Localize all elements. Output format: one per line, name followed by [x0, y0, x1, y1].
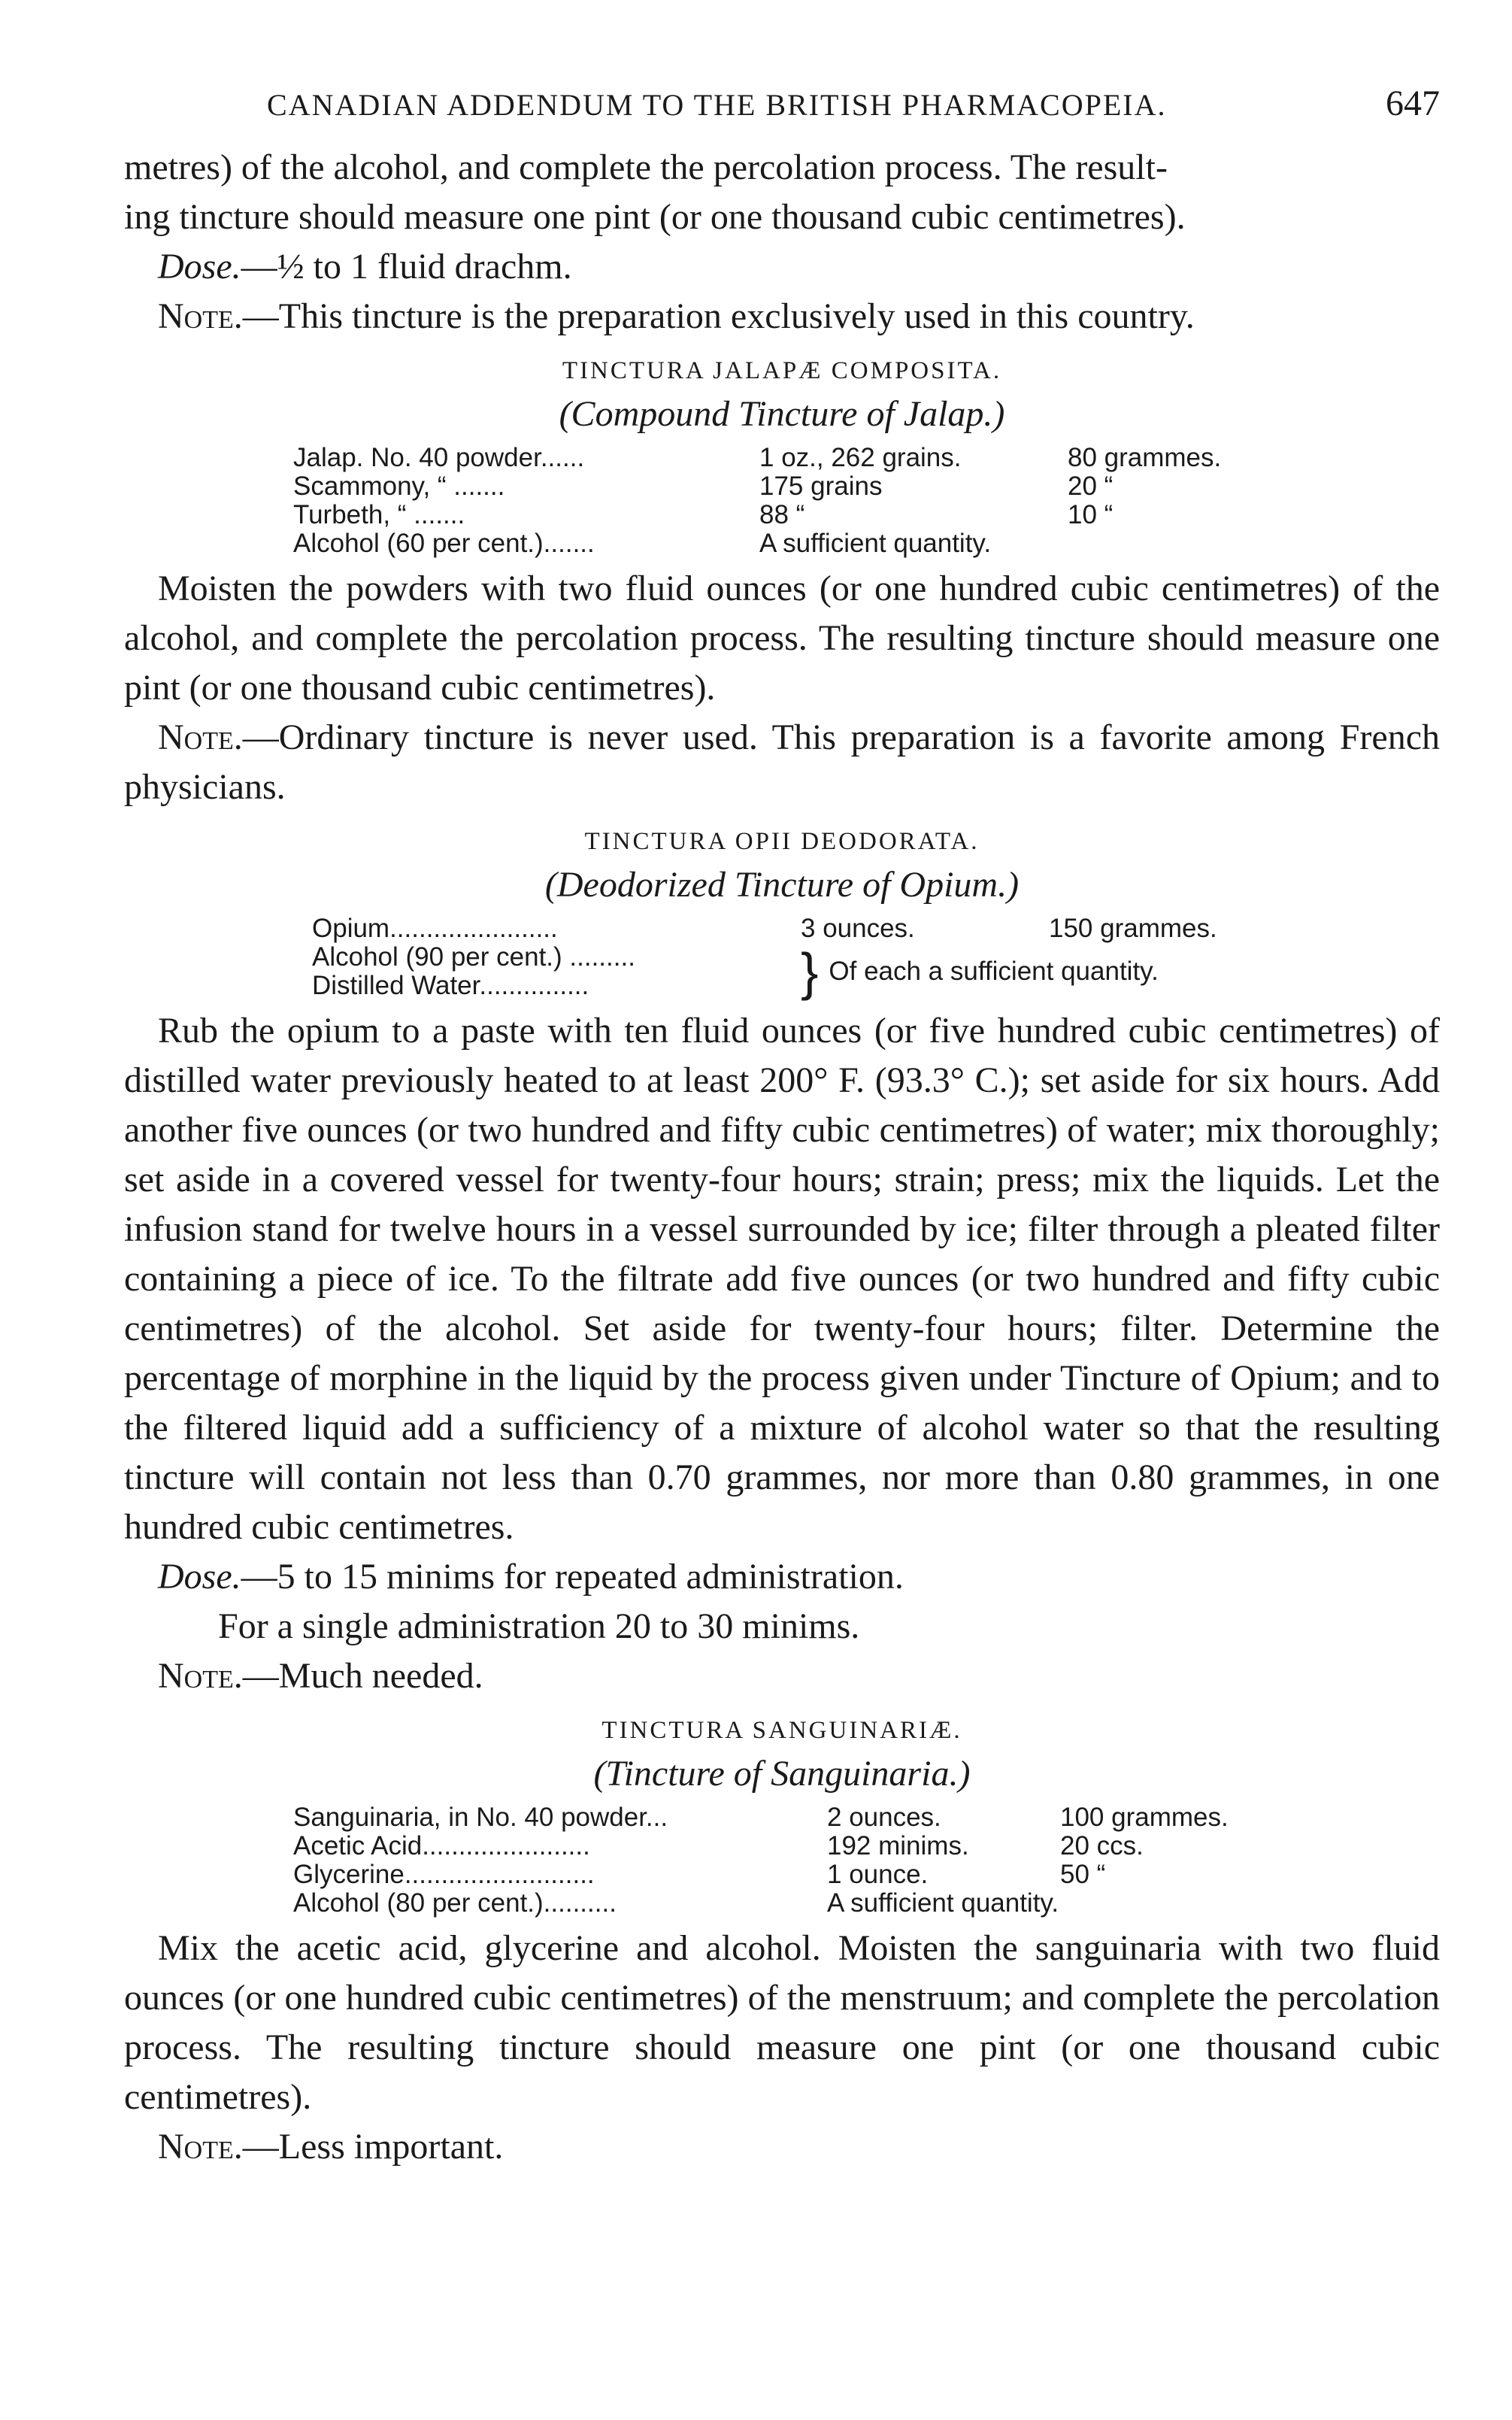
formula-row: [293, 472, 1440, 501]
formula-row: [293, 1860, 1440, 1889]
jalap-note: [124, 713, 1440, 812]
sanguinaria-paragraph: Mix the acetic acid, glycerine and alcohol. Moisten the sanguinaria with two fluid ounces (or one hundred cubic centimetres) of the menstruum; and complete the percolation process. The resulting tincture should measure one pint (or one thousand cubic centimetres).: [124, 1928, 1440, 2117]
note-label: Note.: [158, 1656, 243, 1696]
running-title: CANADIAN ADDENDUM TO THE BRITISH PHARMACOPEIA.: [267, 88, 1167, 122]
bracket-names: [312, 943, 801, 1000]
note-text: —This tincture is the preparation exclusively used in this country.: [242, 296, 1195, 336]
intro-note: [124, 292, 1440, 341]
ingredient-amount: A sufficient quantity.: [827, 1888, 1059, 1918]
ingredient-name: Alcohol (60 per cent.).......: [293, 529, 595, 558]
bracket-text: Of each a sufficient quantity.: [829, 957, 1159, 986]
ingredient-metric: 10 “: [1068, 500, 1114, 529]
brace-glyph: }: [801, 942, 819, 1001]
page-number: 647: [1386, 83, 1440, 123]
ingredient-name: Opium.......................: [312, 914, 558, 943]
dose-label: Dose.: [158, 247, 241, 287]
ingredient-metric: 150 grammes.: [1049, 914, 1217, 943]
opium-subtitle: (Deodorized Tincture of Opium.): [544, 865, 1020, 905]
ingredient-name: Jalap. No. 40 powder......: [293, 443, 585, 472]
ingredient-name: Sanguinaria, in No. 40 powder...: [293, 1803, 668, 1832]
ingredient-metric: 50 “: [1060, 1860, 1106, 1889]
running-head: [124, 83, 1440, 143]
note-text: —Less important.: [242, 2127, 504, 2167]
ingredient-amount: 3 ounces.: [801, 914, 915, 943]
ingredient-name: Glycerine..........................: [293, 1860, 595, 1889]
ingredient-name: Scammony, “ .......: [293, 472, 505, 501]
formula-row: [312, 914, 1440, 943]
ingredient-metric: [1060, 1889, 1286, 1918]
jalap-paragraph: Moisten the powders with two fluid ounces (or one hundred cubic centimetres) of the alcohol, and complete the percolation process. The resulting tincture should measure one pint (or one thousand cubic centimetres).: [124, 569, 1440, 708]
opium-dose: [124, 1552, 1440, 1602]
ingredient-amount: 1 oz., 262 grains.: [759, 443, 962, 472]
intro-line-2: ing tincture should measure one pint (or one thousand cubic centimetres).: [124, 197, 1186, 237]
note-label: Note.: [158, 296, 243, 336]
sanguinaria-title: TINCTURA SANGUINARIÆ.: [601, 1717, 962, 1744]
sanguinaria-note: [124, 2122, 1440, 2172]
ingredient-amount: 175 grains: [759, 472, 883, 501]
note-text: —Ordinary tincture is never used. This preparation is a favorite among French physicians.: [124, 717, 1440, 807]
sanguinaria-subtitle: (Tincture of Sanguinaria.): [593, 1754, 971, 1794]
ingredient-amount: 1 ounce.: [827, 1860, 929, 1889]
ingredient-name: Acetic Acid.......................: [293, 1831, 590, 1860]
ingredient-name: Turbeth, “ .......: [293, 500, 465, 529]
ingredient-amount: 2 ounces.: [827, 1803, 941, 1832]
jalap-subtitle: (Compound Tincture of Jalap.): [559, 394, 1005, 434]
ingredient-name: Distilled Water...............: [312, 971, 589, 1000]
ingredient-metric: 20 “: [1068, 472, 1114, 501]
jalap-formula: [124, 444, 1440, 558]
note-text: —Much needed.: [242, 1656, 483, 1696]
dose-label: Dose.: [158, 1557, 241, 1597]
opium-note: [124, 1651, 1440, 1701]
ingredient-amount: A sufficient quantity.: [759, 529, 992, 558]
ingredient-name: Alcohol (90 per cent.) .........: [312, 942, 635, 972]
opium-formula: [124, 914, 1440, 1000]
intro-dose: [124, 242, 1440, 292]
ingredient-metric: 20 ccs.: [1060, 1831, 1144, 1860]
ingredient-metric: [1068, 529, 1293, 558]
opium-title: TINCTURA OPII DEODORATA.: [584, 828, 980, 855]
formula-row: [293, 1803, 1440, 1832]
intro-line-1: metres) of the alcohol, and complete the percolation process. The result-: [124, 147, 1168, 187]
formula-row: [293, 444, 1440, 472]
opium-paragraph: Rub the opium to a paste with ten fluid ounces (or five hundred cubic centimetres) of distilled water previously heated to at least 200° F. (93.3° C.); set aside for six hours. Add another five ounces (or two hundred and fifty cubic centimetres) of water; mix thoroughly; set aside in a covered vessel for twenty-four hours; strain; press; mix the liquids. Let the infusion stand for twelve hours in a vessel surrounded by ice; filter through a pleated filter containing a piece of ice. To the filtrate add five ounces (or two hundred and fifty cubic centimetres) of the alcohol. Set aside for twenty-four hours; filter. Determine the percentage of morphine in the liquid by the process given under Tincture of Opium; and to the filtered liquid add a sufficiency of a mixture of alcohol water so that the resulting tincture will contain not less than 0.70 grammes, nor more than 0.80 grammes, in one hundred cubic centimetres.: [124, 1011, 1440, 1547]
ingredient-name: Alcohol (80 per cent.)..........: [293, 1888, 617, 1918]
dose-text: —½ to 1 fluid drachm.: [241, 247, 572, 287]
opium-dose-single: For a single administration 20 to 30 minims.: [218, 1606, 860, 1646]
formula-row: [293, 1832, 1440, 1860]
ingredient-amount: 192 minims.: [827, 1831, 969, 1860]
ingredient-metric: 100 grammes.: [1060, 1803, 1229, 1832]
ingredient-metric: 80 grammes.: [1068, 443, 1222, 472]
dose-text: —5 to 15 minims for repeated administration.: [241, 1557, 904, 1597]
ingredient-amount: 88 “: [759, 500, 805, 529]
formula-row: [293, 501, 1440, 529]
note-label: Note.: [158, 717, 243, 757]
note-label: Note.: [158, 2127, 243, 2167]
bracket-group: [312, 943, 1440, 1000]
sanguinaria-formula: [124, 1803, 1440, 1918]
formula-row: [293, 1889, 1440, 1918]
jalap-title: TINCTURA JALAPÆ COMPOSITA.: [562, 357, 1002, 384]
document-page: [124, 83, 1440, 2172]
formula-row: [293, 529, 1440, 558]
